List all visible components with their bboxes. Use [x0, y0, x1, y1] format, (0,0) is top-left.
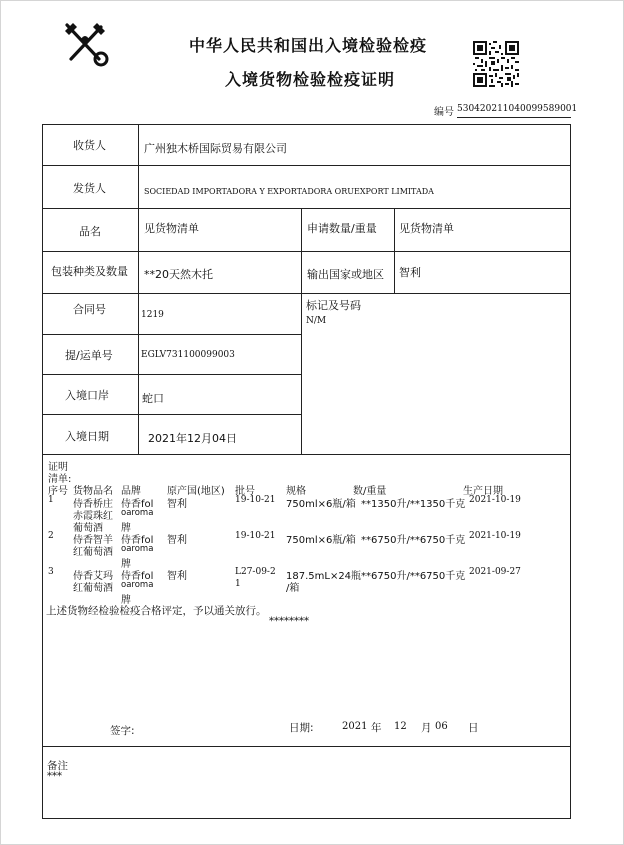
certificate-heading: 证明 [48, 462, 68, 473]
row-name-line: 红葡萄酒 [73, 583, 113, 594]
row-no: 2 [48, 531, 54, 541]
row-divider [42, 334, 301, 335]
qr-code-icon [473, 41, 519, 87]
table-border-bottom [42, 818, 571, 819]
signature-label: 签字: [110, 725, 135, 737]
row-origin: 智利 [167, 499, 187, 510]
col-header-date: 生产日期 [463, 486, 503, 497]
consignee-value: 广州独木桥国际贸易有限公司 [144, 142, 287, 155]
row-origin: 智利 [167, 571, 187, 582]
clearance-statement: 上述货物经检验检疫合格评定，予以通关放行。 [46, 605, 267, 617]
row-qty: **6750升/**6750千克 [361, 571, 466, 582]
serial-label: 编号 [434, 107, 454, 118]
row-name-line: 葡萄酒 [73, 523, 103, 534]
packing-label: 包装种类及数量 [51, 265, 128, 278]
col-header-brand: 品牌 [121, 486, 141, 497]
consignee-label: 收货人 [73, 139, 106, 152]
consignor-label: 发货人 [73, 182, 106, 195]
row-divider [42, 251, 571, 252]
row-no: 3 [48, 567, 54, 577]
col-header-no: 序号 [48, 486, 68, 497]
table-border-top [42, 124, 571, 125]
bl-value: EGLV731100099003 [141, 350, 235, 360]
row-spec: 750ml×6瓶/箱 [286, 499, 356, 510]
bl-label: 提/运单号 [65, 349, 113, 362]
row-brand-line: 侍香fol [121, 535, 154, 546]
quantity-label: 申请数量/重量 [307, 222, 377, 235]
row-qty: **1350升/**1350千克 [361, 499, 466, 510]
row-brand-line: 牌 [121, 559, 131, 570]
row-batch-line: L27-09-2 [235, 567, 276, 577]
row-date: 2021-10-19 [469, 495, 521, 505]
row-origin: 智利 [167, 535, 187, 546]
row-brand-line: oaroma [121, 580, 154, 590]
contract-label: 合同号 [73, 303, 106, 316]
row-name-line: 侍香艾玛 [73, 571, 113, 582]
serial-value: 530420211040099589001 [457, 104, 578, 114]
col-header-spec: 规格 [286, 486, 306, 497]
row-name-line: 红葡萄酒 [73, 547, 113, 558]
consignor-value: SOCIEDAD IMPORTADORA Y EXPORTADORA ORUEXPORT LIMITADA [144, 187, 434, 196]
sign-date-label: 日期: [289, 722, 314, 734]
col-header-batch: 批号 [235, 486, 255, 497]
row-brand-line: oaroma [121, 508, 154, 518]
stars-separator: ******** [269, 616, 309, 627]
row-divider [42, 208, 571, 209]
table-row [1, 567, 601, 606]
row-spec-line: /箱 [286, 583, 300, 594]
row-qty: **6750升/**6750千克 [361, 535, 466, 546]
goods-value: 见货物清单 [144, 222, 199, 235]
goods-label: 品名 [79, 225, 101, 238]
row-brand-line: oaroma [121, 544, 154, 554]
table-border-left [42, 124, 43, 818]
remarks-value: *** [47, 771, 62, 782]
row-no: 1 [48, 495, 54, 505]
row-name-line: 侍香桥庄 [73, 499, 113, 510]
row-batch: 19-10-21 [235, 495, 276, 505]
row-date: 2021-09-27 [469, 567, 521, 577]
row-date: 2021-10-19 [469, 531, 521, 541]
title-line-2: 入境货物检验检疫证明 [225, 70, 396, 89]
entry-date-label: 入境日期 [65, 430, 109, 443]
row-brand-line: 牌 [121, 595, 131, 606]
origin-label: 输出国家或地区 [307, 268, 384, 281]
row-divider [42, 746, 571, 747]
col-divider [301, 208, 302, 454]
goods-list-header [1, 482, 601, 497]
serial-underline [457, 117, 571, 118]
col-divider [138, 124, 139, 454]
table-row [1, 531, 601, 570]
port-value: 蛇口 [142, 392, 164, 405]
row-spec-line: 187.5mL×24瓶 [286, 571, 362, 582]
row-brand-line: 牌 [121, 523, 131, 534]
origin-value: 智利 [399, 266, 421, 279]
inspection-emblem-icon [61, 19, 109, 67]
quantity-value: 见货物清单 [399, 222, 454, 235]
col-header-name: 货物品名 [73, 486, 113, 497]
marks-label: 标记及号码 [306, 299, 361, 312]
row-divider [42, 454, 571, 455]
sign-date-day: 06 [435, 721, 448, 732]
row-batch: 19-10-21 [235, 531, 276, 541]
sign-day-char: 日 [468, 722, 479, 734]
row-divider [42, 414, 301, 415]
row-name-line: 赤霞珠红 [73, 511, 113, 522]
row-spec: 750ml×6瓶/箱 [286, 535, 356, 546]
col-header-origin: 原产国(地区) [167, 486, 225, 497]
row-brand-line: 侍香fol [121, 499, 154, 510]
port-label: 入境口岸 [65, 389, 109, 402]
sign-date-month: 12 [394, 721, 407, 732]
row-batch-line: 1 [235, 579, 241, 589]
row-divider [42, 165, 571, 166]
sign-year-char: 年 [371, 722, 382, 734]
table-border-right [570, 124, 571, 818]
row-divider [42, 293, 571, 294]
row-brand-line: 侍香fol [121, 571, 154, 582]
table-row [1, 495, 601, 534]
row-name-line: 侍香智羊 [73, 535, 113, 546]
contract-value: 1219 [141, 310, 164, 320]
title-line-1: 中华人民共和国出入境检验检疫 [189, 36, 428, 55]
row-divider [42, 374, 301, 375]
entry-date-value: 2021年12月04日 [148, 432, 237, 445]
col-divider [394, 208, 395, 293]
list-heading: 清单: [48, 474, 72, 485]
sign-date-year: 2021 [342, 721, 368, 732]
marks-value: N/M [306, 316, 327, 326]
remarks-label: 备注 [47, 760, 68, 772]
col-header-qty: 数/重量 [353, 486, 387, 497]
sign-month-char: 月 [421, 722, 432, 734]
packing-value: **20天然木托 [144, 268, 213, 281]
